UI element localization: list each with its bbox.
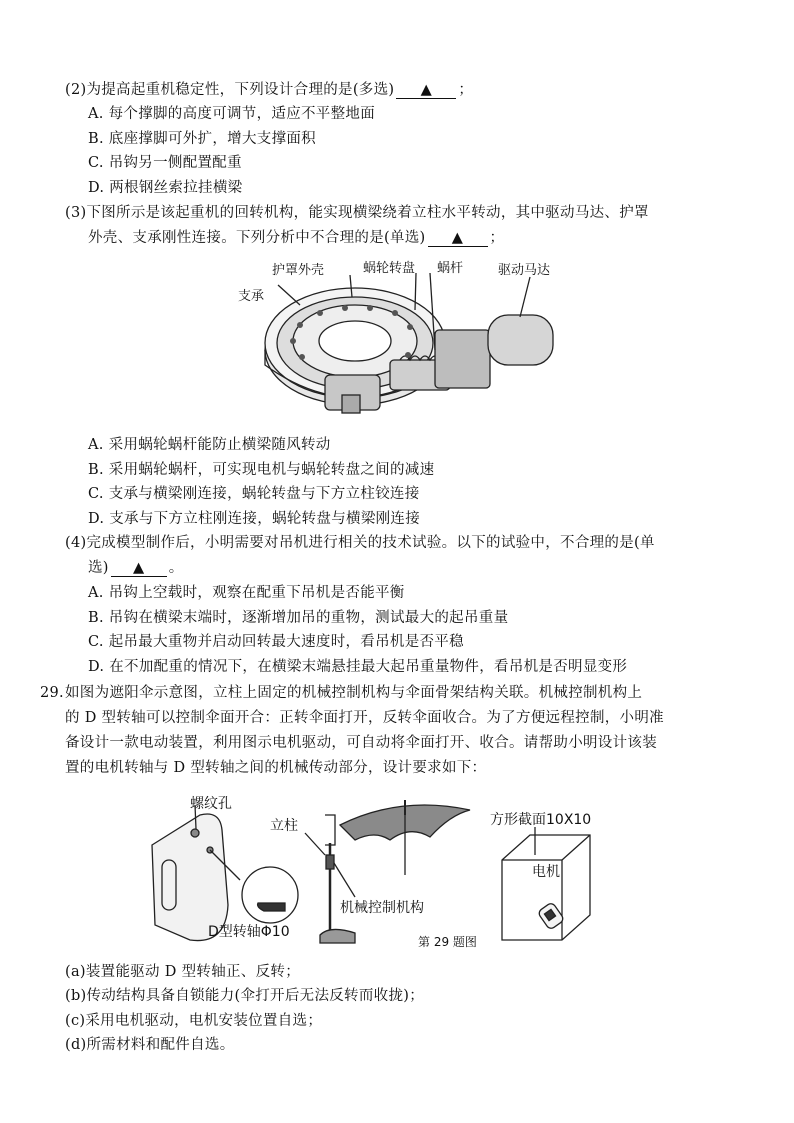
q3-stem-text: 外壳、支承刚性连接。下列分析中不合理的是(单选): [88, 230, 426, 246]
q3-stem-line1: (3)下图所示是该起重机的回转机构，能实现横梁绕着立柱水平转动，其中驱动马达、护罩: [65, 205, 649, 221]
q4-option-c: C. 起吊最大重物并启动回转最大速度时，看吊机是否平稳: [88, 634, 464, 650]
q29-line-2: 的 D 型转轴可以控制伞面开合：正转伞面打开，反转伞面收合。为了方便远程控制，小明准: [65, 710, 664, 726]
q3-stem-line2: [88, 228, 504, 248]
slewing-mechanism-drawing: [230, 255, 570, 425]
label-mechanism: 机械控制机构: [340, 900, 424, 916]
label-worm-wheel: 蜗轮转盘: [363, 261, 416, 276]
q29-requirement-b: (b)传动结构具备自锁能力(伞打开后无法反转而收拢)；: [65, 988, 425, 1004]
q3-option-a: A. 采用蜗轮蜗杆能防止横梁随风转动: [88, 437, 331, 453]
q2-stem-text: (2)为提高起重机稳定性，下列设计合理的是(多选): [65, 82, 395, 98]
q4-stem-end: 。: [168, 560, 184, 576]
umbrella-figure: [140, 785, 620, 955]
q4-stem-line2: [88, 558, 184, 578]
q2-stem-end: ；: [458, 82, 474, 98]
q29-number: 29.: [40, 685, 64, 701]
label-screw-hole: 螺纹孔: [190, 796, 232, 812]
q2-answer-blank[interactable]: ▲: [396, 82, 456, 99]
q29-requirement-c: (c)采用电机驱动，电机安装位置自选；: [65, 1013, 323, 1029]
label-motor: 电机: [532, 864, 560, 880]
label-drive-motor: 驱动马达: [498, 263, 551, 278]
q4-stem-line1: (4)完成模型制作后，小明需要对吊机进行相关的技术试验。以下的试验中，不合理的是(单: [65, 535, 655, 551]
label-square-section: 方形截面10X10: [490, 812, 592, 828]
q3-option-b: B. 采用蜗轮蜗杆，可实现电机与蜗轮转盘之间的减速: [88, 462, 435, 478]
q3-option-c: C. 支承与横梁刚连接，蜗轮转盘与下方立柱铰连接: [88, 486, 420, 502]
q4-option-d: D. 在不加配重的情况下，在横梁末端悬挂最大起吊重量物件，看吊机是否明显变形: [88, 659, 628, 675]
q2-option-a: A. 每个撑脚的高度可调节，适应不平整地面: [88, 106, 375, 122]
q3-option-d: D. 支承与下方立柱刚连接，蜗轮转盘与横梁刚连接: [88, 511, 421, 527]
q29-line-4: 置的电机转轴与 D 型转轴之间的机械传动部分，设计要求如下：: [65, 760, 487, 776]
q29-line-1: 如图为遮阳伞示意图，立柱上固定的机械控制机构与伞面骨架结构关联。机械控制机构上: [65, 685, 643, 701]
label-cover-shell: 护罩外壳: [272, 263, 325, 278]
label-pole: 立柱: [270, 818, 298, 834]
q4-option-a: A. 吊钩上空载时，观察在配重下吊机是否能平衡: [88, 585, 405, 601]
q3-answer-blank[interactable]: ▲: [428, 230, 488, 247]
q4-stem-text: 选): [88, 560, 109, 576]
q2-option-d: D. 两根钢丝索拉挂横梁: [88, 180, 243, 196]
label-d-shaft: D型转轴Φ10: [208, 924, 290, 940]
q2-option-b: B. 底座撑脚可外扩，增大支撑面积: [88, 131, 316, 147]
slewing-mechanism-figure: [230, 255, 570, 425]
q3-stem-end: ；: [489, 230, 505, 246]
q4-option-b: B. 吊钩在横梁末端时，逐渐增加吊的重物，测试最大的起吊重量: [88, 610, 509, 626]
label-worm: 蜗杆: [437, 261, 464, 276]
q2-stem: [65, 80, 473, 100]
q4-answer-blank[interactable]: ▲: [111, 560, 167, 577]
label-support: 支承: [238, 289, 265, 304]
q29-requirement-d: (d)所需材料和配件自选。: [65, 1037, 235, 1053]
q2-option-c: C. 吊钩另一侧配置配重: [88, 155, 242, 171]
q29-requirement-a: (a)装置能驱动 D 型转轴正、反转；: [65, 964, 301, 980]
figure-caption-29: 第 29 题图: [418, 935, 477, 949]
q29-line-3: 备设计一款电动装置，利用图示电机驱动，可自动将伞面打开、收合。请帮助小明设计该装: [65, 735, 657, 751]
